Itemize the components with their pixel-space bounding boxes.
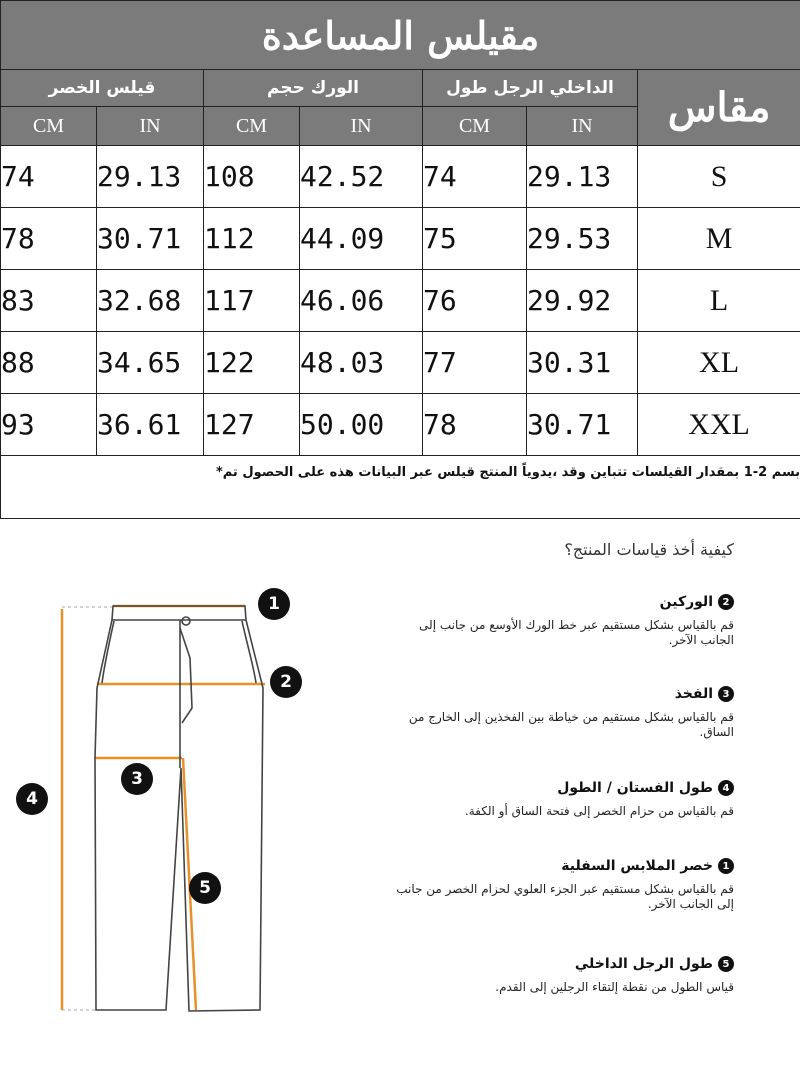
- size-cell: XL: [638, 332, 800, 394]
- badge-4: 4: [16, 783, 48, 815]
- waist-cm-cell: 83: [1, 270, 97, 332]
- step-thigh: [384, 686, 734, 740]
- step-hip: [384, 594, 734, 648]
- group-waist: قيلس الخصر: [1, 70, 204, 107]
- waist-in-cell: 30.71: [97, 208, 204, 270]
- step-title: الفخذ: [674, 686, 713, 702]
- step-length: [384, 780, 734, 819]
- inseam-cm-cell: 77: [423, 332, 527, 394]
- hip-in-cell: 48.03: [300, 332, 423, 394]
- inseam-in-cell: 29.92: [527, 270, 638, 332]
- waist-in-cell: 29.13: [97, 146, 204, 208]
- table-row: [1, 270, 800, 332]
- hip-cm-cell: 108: [204, 146, 300, 208]
- step-title: الوركين: [659, 594, 713, 610]
- hip-in-cell: 44.09: [300, 208, 423, 270]
- waist-in-cell: 36.61: [97, 394, 204, 456]
- hip-cm-cell: 127: [204, 394, 300, 456]
- inseam-in-cell: 30.31: [527, 332, 638, 394]
- measurement-note: [1, 456, 800, 519]
- group-inseam: الداخلي الرجل طول: [423, 70, 638, 107]
- size-cell: M: [638, 208, 800, 270]
- unit-header: CM: [204, 107, 300, 146]
- size-header: مقاس: [638, 70, 800, 146]
- table-title: مقيلس المساعدة: [1, 1, 800, 70]
- waist-cm-cell: 78: [1, 208, 97, 270]
- waist-in-cell: 32.68: [97, 270, 204, 332]
- unit-header: IN: [97, 107, 204, 146]
- badge-5: 5: [189, 872, 221, 904]
- inseam-cm-cell: 76: [423, 270, 527, 332]
- waist-cm-cell: 88: [1, 332, 97, 394]
- step-number: 4: [718, 780, 734, 796]
- table-row: [1, 394, 800, 456]
- step-number: 1: [718, 858, 734, 874]
- hip-in-cell: 50.00: [300, 394, 423, 456]
- size-cell: S: [638, 146, 800, 208]
- step-number: 2: [718, 594, 734, 610]
- inseam-in-cell: 29.13: [527, 146, 638, 208]
- step-title: خصر الملابس السفلية: [561, 858, 713, 874]
- group-hip: الورك حجم: [204, 70, 423, 107]
- step-number: 3: [718, 686, 734, 702]
- unit-header: IN: [527, 107, 638, 146]
- pants-outline: [95, 606, 263, 1011]
- unit-header: CM: [423, 107, 527, 146]
- hip-cm-cell: 122: [204, 332, 300, 394]
- inseam-cm-cell: 78: [423, 394, 527, 456]
- step-description: قم بالقياس بشكل مستقيم عبر الجزء العلوي لحزام الخصر من جانب إلى الجانب الآخر.: [396, 882, 734, 911]
- hip-cm-cell: 117: [204, 270, 300, 332]
- waist-cm-cell: 74: [1, 146, 97, 208]
- inseam-in-cell: 30.71: [527, 394, 638, 456]
- waist-in-cell: 34.65: [97, 332, 204, 394]
- step-title: طول الرجل الداخلي: [574, 956, 713, 972]
- table-row: [1, 332, 800, 394]
- badge-3: 3: [121, 763, 153, 795]
- inseam-cm-cell: 75: [423, 208, 527, 270]
- size-cell: L: [638, 270, 800, 332]
- hip-in-cell: 46.06: [300, 270, 423, 332]
- measure-lines: [62, 606, 265, 1010]
- step-description: قم بالقياس بشكل مستقيم عبر خط الورك الأوسع من جانب إلى الجانب الآخر.: [419, 618, 734, 647]
- step-description: قم بالقياس بشكل مستقيم من خياطة بين الفخذين إلى الخارج من الساق.: [408, 710, 734, 739]
- step-number: 5: [718, 956, 734, 972]
- size-cell: XXL: [638, 394, 800, 456]
- inseam-in-cell: 29.53: [527, 208, 638, 270]
- measurement-guide: [0, 518, 800, 1091]
- table-row: [1, 208, 800, 270]
- badge-2: 2: [270, 666, 302, 698]
- hip-in-cell: 42.52: [300, 146, 423, 208]
- guide-title: كيفية أخذ قياسات المنتج؟: [564, 540, 734, 559]
- step-description: قياس الطول من نقطة إلتقاء الرجلين إلى القدم.: [495, 980, 734, 994]
- note-text: بسم 2-1 بمقدار القيلسات تتباين وقد ،يدوياً المنتج قيلس عبر البيانات هذه على الحصول تم*: [215, 465, 800, 480]
- unit-header: CM: [1, 107, 97, 146]
- badge-1: 1: [258, 588, 290, 620]
- step-title: طول الفستان / الطول: [557, 780, 713, 796]
- waist-cm-cell: 93: [1, 394, 97, 456]
- unit-header: IN: [300, 107, 423, 146]
- table-row: [1, 146, 800, 208]
- step-description: قم بالقياس من حزام الخصر إلى فتحة الساق أو الكفة.: [464, 804, 734, 818]
- step-waist: [384, 858, 734, 912]
- step-inseam: [384, 956, 734, 995]
- hip-cm-cell: 112: [204, 208, 300, 270]
- inseam-cm-cell: 74: [423, 146, 527, 208]
- size-chart-table: [0, 0, 800, 519]
